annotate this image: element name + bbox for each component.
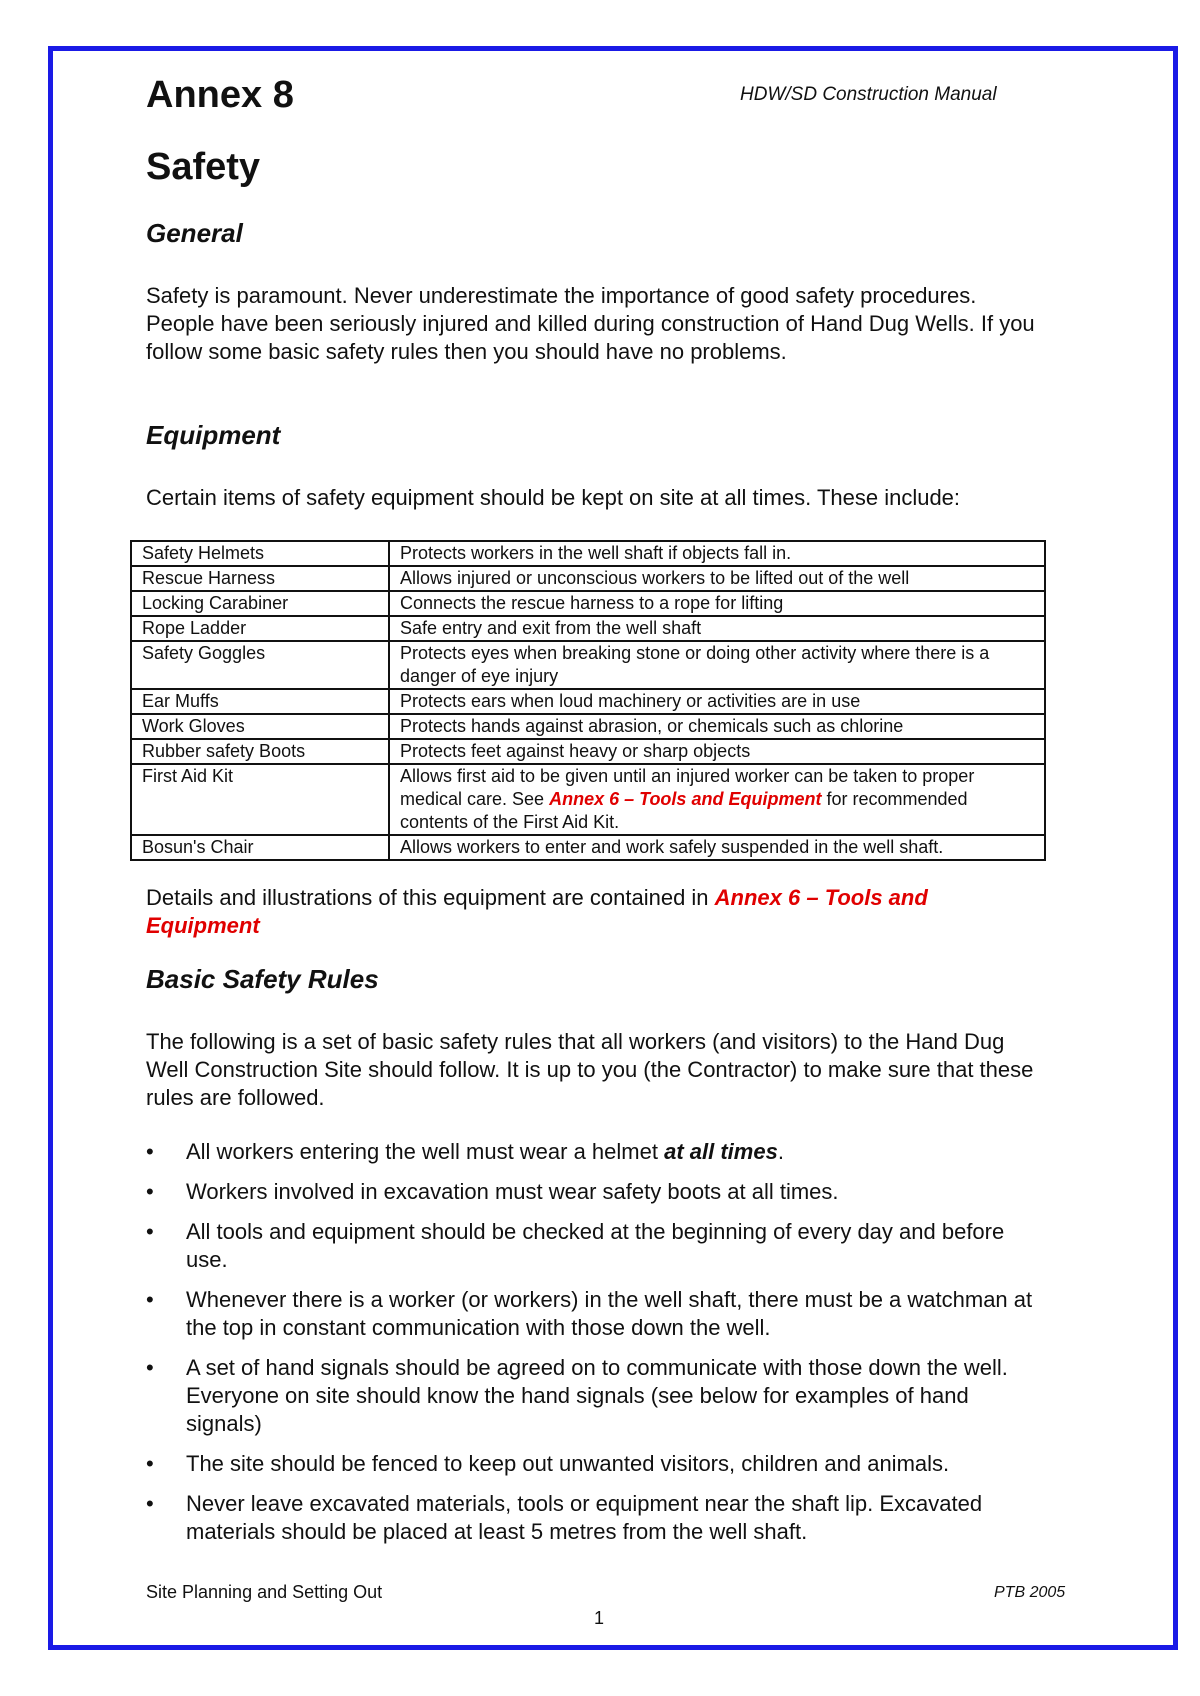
annex-title: Annex 8	[146, 74, 294, 116]
rule-text: Never leave excavated materials, tools or equipment near the shaft lip. Excavated materials should be placed at least 5 metres from the well shaft.	[186, 1491, 983, 1544]
equipment-name: Ear Muffs	[131, 689, 389, 714]
details-text: Details and illustrations of this equipment are contained in	[146, 885, 715, 910]
equipment-details	[146, 884, 1026, 940]
rules-intro: The following is a set of basic safety rules that all workers (and visitors) to the Hand Dug Well Construction Site should follow. It is up to you (the Contractor) to make sure that these rules are followed.	[146, 1029, 1034, 1110]
table-row	[131, 641, 1045, 689]
table-row	[131, 739, 1045, 764]
bullet-icon: •	[146, 1491, 154, 1516]
safety-rules-list	[146, 1138, 1046, 1558]
bullet-icon: •	[146, 1355, 154, 1380]
table-row	[131, 591, 1045, 616]
desc-text: Allows first aid to be given until an injured worker can be taken to proper medical care. See	[400, 766, 975, 809]
table-row	[131, 541, 1045, 566]
general-heading: General	[146, 218, 243, 248]
list-item	[146, 1178, 1046, 1206]
rule-text: Workers involved in excavation must wear safety boots at all times.	[186, 1179, 839, 1204]
table-row	[131, 835, 1045, 860]
equipment-name: Safety Helmets	[131, 541, 389, 566]
annex6-link[interactable]: Annex 6 – Tools and Equipment	[549, 789, 822, 809]
equipment-name: Rubber safety Boots	[131, 739, 389, 764]
bullet-icon: •	[146, 1287, 154, 1312]
general-text: Safety is paramount. Never underestimate the importance of good safety procedures. People have been seriously injured and killed during construction of Hand Dug Wells. If you follow some basic safety rules then you should have no problems.	[146, 283, 1035, 364]
manual-name: HDW/SD Construction Manual	[740, 84, 997, 105]
equipment-intro: Certain items of safety equipment should be kept on site at all times. These include:	[146, 485, 961, 510]
rule-text: Whenever there is a worker (or workers) in the well shaft, there must be a watchman at the top in constant communication with those down the well.	[186, 1287, 1033, 1340]
bullet-icon: •	[146, 1139, 154, 1164]
equipment-desc: Allows injured or unconscious workers to be lifted out of the well	[389, 566, 1045, 591]
annex6-link[interactable]: Annex 6 – Tools and Equipment	[146, 885, 928, 938]
bullet-icon: •	[146, 1219, 154, 1244]
table-row	[131, 714, 1045, 739]
equipment-desc: Safe entry and exit from the well shaft	[389, 616, 1045, 641]
list-item	[146, 1138, 1046, 1166]
equipment-name: Work Gloves	[131, 714, 389, 739]
equipment-desc: Protects feet against heavy or sharp objects	[389, 739, 1045, 764]
list-item	[146, 1354, 1046, 1438]
equipment-heading: Equipment	[146, 420, 281, 450]
rule-text: All tools and equipment should be checked at the beginning of every day and before use.	[186, 1219, 1005, 1272]
list-item	[146, 1490, 1046, 1546]
table-row	[131, 566, 1045, 591]
equipment-desc: Protects eyes when breaking stone or doing other activity where there is a danger of eye injury	[389, 641, 1045, 689]
equipment-desc: Allows workers to enter and work safely suspended in the well shaft.	[389, 835, 1045, 860]
equipment-table	[130, 540, 1046, 861]
bullet-icon: •	[146, 1451, 154, 1476]
rule-emphasis: at all times	[664, 1139, 778, 1164]
equipment-name: Rescue Harness	[131, 566, 389, 591]
footer-author: PTB 2005	[994, 1584, 1066, 1601]
equipment-name: First Aid Kit	[131, 764, 389, 835]
equipment-name: Rope Ladder	[131, 616, 389, 641]
rule-text: All workers entering the well must wear a helmet	[186, 1139, 665, 1164]
table-row	[131, 616, 1045, 641]
list-item	[146, 1286, 1046, 1342]
bullet-icon: •	[146, 1179, 154, 1204]
list-item	[146, 1450, 1046, 1478]
equipment-name: Safety Goggles	[131, 641, 389, 689]
equipment-desc: Connects the rescue harness to a rope for lifting	[389, 591, 1045, 616]
equipment-name: Locking Carabiner	[131, 591, 389, 616]
equipment-desc: Protects ears when loud machinery or activities are in use	[389, 689, 1045, 714]
footer-section-name: Site Planning and Setting Out	[146, 1582, 383, 1602]
table-row	[131, 764, 1045, 835]
equipment-desc: Protects hands against abrasion, or chemicals such as chlorine	[389, 714, 1045, 739]
rule-text: The site should be fenced to keep out unwanted visitors, children and animals.	[186, 1451, 950, 1476]
list-item	[146, 1218, 1046, 1274]
table-row	[131, 689, 1045, 714]
rule-text: A set of hand signals should be agreed on to communicate with those down the well. Everyone on site should know the hand signals (see below for examples of hand signals)	[186, 1355, 1008, 1436]
equipment-desc: Protects workers in the well shaft if objects fall in.	[389, 541, 1045, 566]
rules-heading: Basic Safety Rules	[146, 964, 379, 994]
page-title: Safety	[146, 146, 261, 188]
equipment-name: Bosun's Chair	[131, 835, 389, 860]
rule-text: .	[777, 1139, 784, 1164]
equipment-desc	[389, 764, 1045, 835]
page-number: 1	[594, 1608, 605, 1628]
desc-text: for recommended contents of the First Aid Kit.	[400, 789, 968, 832]
